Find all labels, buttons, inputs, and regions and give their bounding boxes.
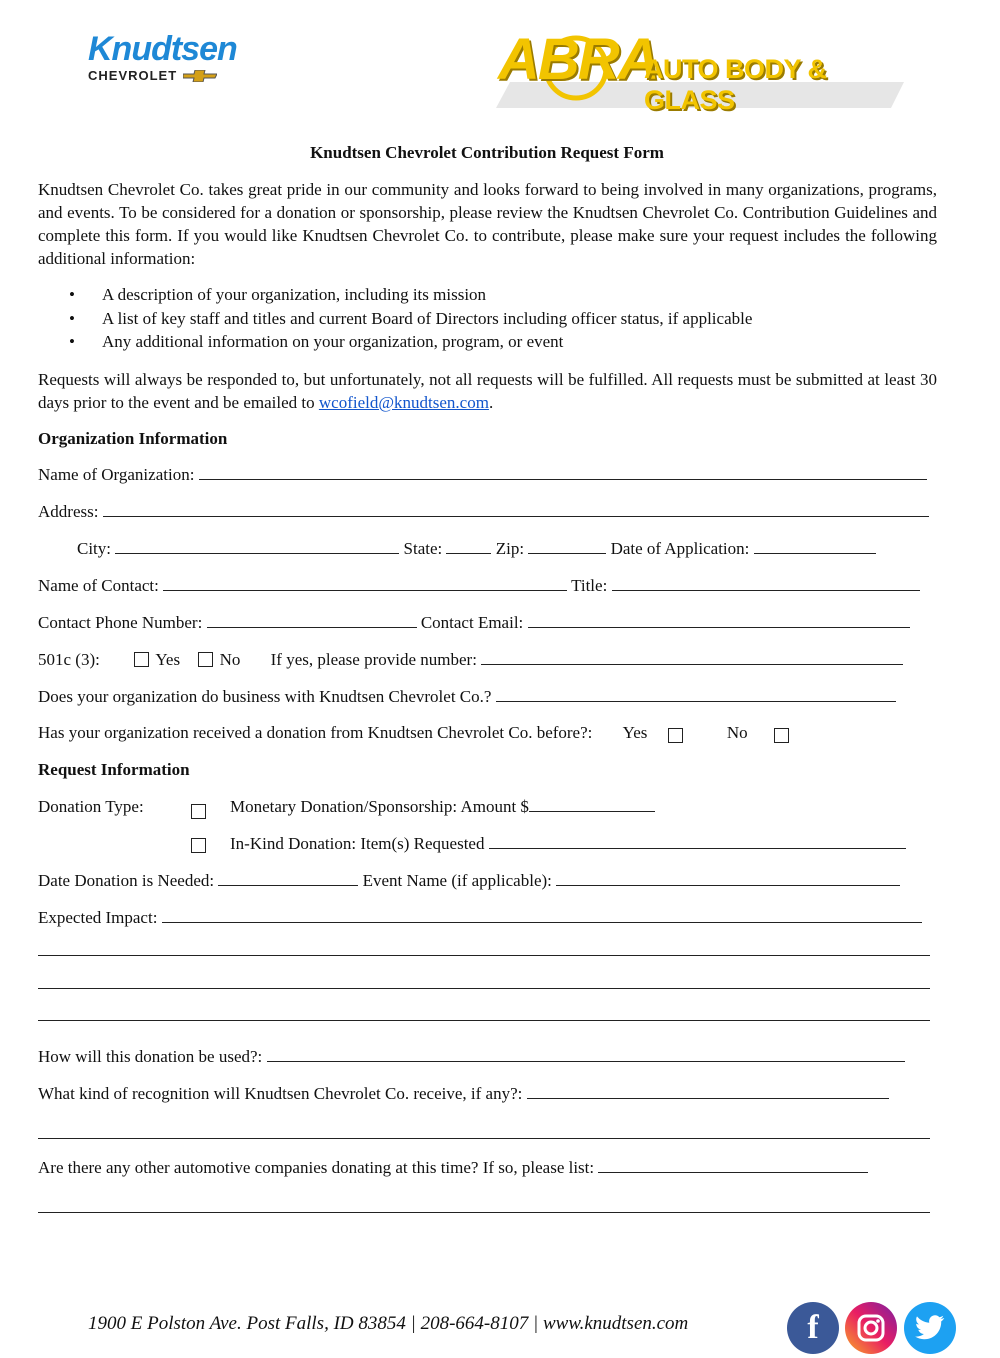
inkind-items-field[interactable] xyxy=(489,833,906,849)
expected-impact-label: Expected Impact: xyxy=(38,908,158,927)
expected-impact-line[interactable] xyxy=(38,955,930,956)
abra-wordmark: ABRA xyxy=(498,27,658,92)
org-name-field[interactable] xyxy=(199,464,927,480)
zip-field[interactable] xyxy=(528,538,606,554)
contact-email-field[interactable] xyxy=(528,612,910,628)
501c3-yes-checkbox[interactable] xyxy=(134,652,149,667)
date-of-application-label: Date of Application: xyxy=(610,539,750,558)
business-with-knudtsen-label: Does your organization do business with Knudtsen Chevrolet Co.? xyxy=(38,687,492,706)
prior-donation-label: Has your organization received a donation from Knudtsen Chevrolet Co. before?: xyxy=(38,723,593,742)
date-needed-label: Date Donation is Needed: xyxy=(38,871,215,890)
date-needed-field[interactable] xyxy=(218,870,358,886)
other-companies-label: Are there any other automotive companies donating at this time? If so, please list: xyxy=(38,1158,595,1177)
contact-phone-label: Contact Phone Number: xyxy=(38,613,203,632)
address-field[interactable] xyxy=(103,501,929,517)
requirements-list xyxy=(38,283,752,354)
state-label: State: xyxy=(403,539,443,558)
contact-title-field[interactable] xyxy=(612,575,920,591)
request-info-heading: Request Information xyxy=(38,760,190,779)
monetary-amount-field[interactable] xyxy=(529,796,655,812)
zip-label: Zip: xyxy=(495,539,525,558)
city-label: City: xyxy=(77,539,112,558)
monetary-donation-label: Monetary Donation/Sponsorship: Amount $ xyxy=(230,797,529,816)
abra-tagline: AUTO BODY & GLASS xyxy=(644,54,827,115)
abra-logo xyxy=(496,22,904,115)
knudtsen-wordmark: Knudtsen xyxy=(88,30,237,68)
donation-use-field[interactable] xyxy=(267,1046,905,1062)
org-info-heading: Organization Information xyxy=(38,429,228,448)
address-label: Address: xyxy=(38,502,99,521)
recognition-line[interactable] xyxy=(38,1138,930,1139)
contact-name-label: Name of Contact: xyxy=(38,576,159,595)
chevrolet-bowtie-icon xyxy=(183,70,217,82)
other-companies-field[interactable] xyxy=(598,1157,868,1173)
instagram-icon[interactable] xyxy=(845,1302,897,1354)
contact-email-link[interactable]: wcofield@knudtsen.com xyxy=(318,393,489,412)
prior-donation-yes-label: Yes xyxy=(622,723,648,742)
org-name-label: Name of Organization: xyxy=(38,465,195,484)
list-item: • A description of your organization, including its mission xyxy=(38,283,752,307)
instagram-glyph xyxy=(856,1313,886,1343)
501c3-no-checkbox[interactable] xyxy=(198,652,213,667)
contact-name-field[interactable] xyxy=(163,575,567,591)
list-item: • A list of key staff and titles and current Board of Directors including officer status, if applicable xyxy=(38,307,752,331)
donation-type-label: Donation Type: xyxy=(38,797,144,816)
intro-paragraph: Knudtsen Chevrolet Co. takes great pride in our community and looks forward to being involved in many organizations, programs, and events. To be considered for a donation or sponsorship, please review the Knudtsen Chevrolet Co. Contribution Guidelines and complete this form. If you would like Knudtsen Chevrolet Co. to contribute, please make sure your request includes the following additional information: xyxy=(38,180,937,268)
form-title: Knudtsen Chevrolet Contribution Request Form xyxy=(310,143,664,162)
501c3-no-label: No xyxy=(219,650,241,669)
inkind-donation-checkbox[interactable] xyxy=(191,838,206,853)
knudtsen-chevrolet-logo xyxy=(88,30,248,90)
recognition-field[interactable] xyxy=(527,1083,889,1099)
donation-use-label: How will this donation be used?: xyxy=(38,1047,263,1066)
contact-title-label: Title: xyxy=(571,576,608,595)
requests-paragraph: Requests will always be responded to, but unfortunately, not all requests will be fulfilled. All requests must be submitted at least 30 days prior to the event and be emailed to wcofield@knudtsen.com. xyxy=(38,370,937,412)
date-of-application-field[interactable] xyxy=(754,538,876,554)
501c3-number-label: If yes, please provide number: xyxy=(270,650,477,669)
inkind-donation-label: In-Kind Donation: Item(s) Requested xyxy=(230,834,485,853)
501c3-yes-label: Yes xyxy=(155,650,181,669)
monetary-donation-checkbox[interactable] xyxy=(191,804,206,819)
recognition-label: What kind of recognition will Knudtsen Chevrolet Co. receive, if any?: xyxy=(38,1084,523,1103)
prior-donation-yes-checkbox[interactable] xyxy=(668,728,683,743)
expected-impact-line[interactable] xyxy=(38,1020,930,1021)
expected-impact-line[interactable] xyxy=(38,988,930,989)
501c3-number-field[interactable] xyxy=(481,649,903,665)
501c3-label: 501c (3): xyxy=(38,650,100,669)
twitter-bird-glyph xyxy=(915,1315,945,1341)
footer-address: 1900 E Polston Ave. Post Falls, ID 83854 | 208-664-8107 | www.knudtsen.com xyxy=(88,1313,689,1334)
twitter-icon[interactable] xyxy=(904,1302,956,1354)
contact-phone-field[interactable] xyxy=(207,612,417,628)
event-name-field[interactable] xyxy=(556,870,900,886)
contact-email-label: Contact Email: xyxy=(420,613,524,632)
business-with-knudtsen-field[interactable] xyxy=(496,686,896,702)
prior-donation-no-label: No xyxy=(726,723,748,742)
state-field[interactable] xyxy=(446,538,491,554)
event-name-label: Event Name (if applicable): xyxy=(362,871,552,890)
expected-impact-field[interactable] xyxy=(162,907,922,923)
city-field[interactable] xyxy=(115,538,399,554)
facebook-icon[interactable]: f xyxy=(787,1302,839,1354)
other-companies-line[interactable] xyxy=(38,1212,930,1213)
list-item: • Any additional information on your organization, program, or event xyxy=(38,330,752,354)
chevrolet-wordmark: CHEVROLET xyxy=(88,68,178,83)
prior-donation-no-checkbox[interactable] xyxy=(774,728,789,743)
